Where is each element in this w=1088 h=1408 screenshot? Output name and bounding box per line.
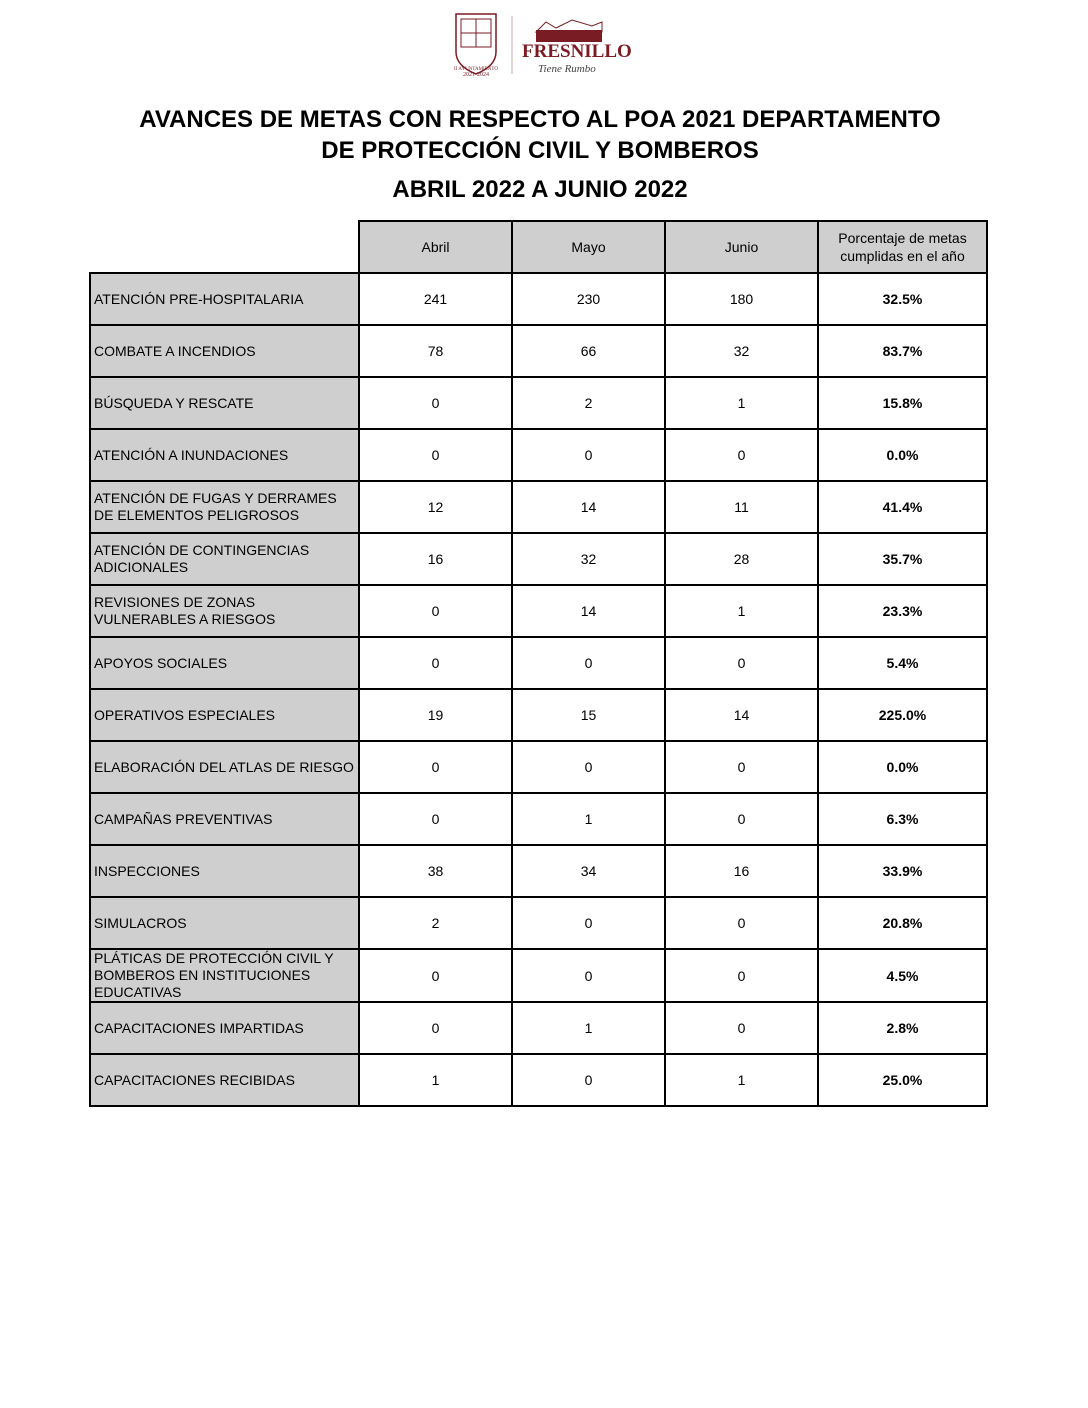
cell-junio: 1 (665, 585, 818, 637)
svg-text:II AYUNTAMIENTO: II AYUNTAMIENTO (454, 67, 498, 72)
header-abril: Abril (359, 221, 512, 273)
cell-junio: 0 (665, 793, 818, 845)
cell-mayo: 230 (512, 273, 665, 325)
row-label: CAPACITACIONES RECIBIDAS (90, 1054, 359, 1106)
table-row (90, 689, 987, 741)
title-line-1: AVANCES DE METAS CON RESPECTO AL POA 2021 DEPARTAMENTO (139, 106, 941, 133)
title-line-2: DE PROTECCIÓN CIVIL Y BOMBEROS (321, 137, 759, 164)
row-label: SIMULACROS (90, 897, 359, 949)
cell-percentage: 2.8% (818, 1002, 987, 1054)
row-label: ATENCIÓN PRE-HOSPITALARIA (90, 273, 359, 325)
cell-mayo: 66 (512, 325, 665, 377)
row-label: ELABORACIÓN DEL ATLAS DE RIESGO (90, 741, 359, 793)
cell-percentage: 20.8% (818, 897, 987, 949)
municipality-logo (452, 12, 637, 78)
cell-junio: 1 (665, 1054, 818, 1106)
cell-abril: 0 (359, 949, 512, 1002)
cell-percentage: 15.8% (818, 377, 987, 429)
cell-mayo: 1 (512, 1002, 665, 1054)
document-title (60, 104, 1020, 166)
cell-percentage: 225.0% (818, 689, 987, 741)
cell-mayo: 14 (512, 585, 665, 637)
header-mayo: Mayo (512, 221, 665, 273)
table-row (90, 949, 987, 1002)
cell-junio: 0 (665, 637, 818, 689)
cell-abril: 0 (359, 585, 512, 637)
cell-junio: 14 (665, 689, 818, 741)
goals-table (89, 220, 988, 1107)
cell-junio: 0 (665, 429, 818, 481)
table-row (90, 481, 987, 533)
table-row (90, 429, 987, 481)
row-label: ATENCIÓN A INUNDACIONES (90, 429, 359, 481)
table-row (90, 273, 987, 325)
row-label: INSPECCIONES (90, 845, 359, 897)
table-row (90, 793, 987, 845)
cell-junio: 0 (665, 741, 818, 793)
cell-junio: 0 (665, 1002, 818, 1054)
cell-abril: 241 (359, 273, 512, 325)
cell-abril: 2 (359, 897, 512, 949)
table-header-row (90, 221, 987, 273)
cell-percentage: 83.7% (818, 325, 987, 377)
cell-abril: 0 (359, 377, 512, 429)
cell-abril: 12 (359, 481, 512, 533)
cell-mayo: 0 (512, 637, 665, 689)
header-blank-cell (90, 221, 359, 273)
row-label: COMBATE A INCENDIOS (90, 325, 359, 377)
cell-junio: 0 (665, 897, 818, 949)
cell-mayo: 32 (512, 533, 665, 585)
cell-abril: 0 (359, 793, 512, 845)
svg-text:2021-2024: 2021-2024 (463, 72, 489, 78)
cell-mayo: 0 (512, 1054, 665, 1106)
cell-junio: 16 (665, 845, 818, 897)
row-label: PLÁTICAS DE PROTECCIÓN CIVIL Y BOMBEROS EN INSTITUCIONES EDUCATIVAS (90, 949, 359, 1002)
table-row (90, 741, 987, 793)
table-row (90, 585, 987, 637)
table-row (90, 325, 987, 377)
cell-percentage: 33.9% (818, 845, 987, 897)
table-row (90, 533, 987, 585)
cell-abril: 0 (359, 1002, 512, 1054)
cell-percentage: 5.4% (818, 637, 987, 689)
cell-abril: 0 (359, 741, 512, 793)
row-label: ATENCIÓN DE FUGAS Y DERRAMES DE ELEMENTOS PELIGROSOS (90, 481, 359, 533)
cell-junio: 180 (665, 273, 818, 325)
cell-percentage: 0.0% (818, 741, 987, 793)
cell-mayo: 0 (512, 429, 665, 481)
cell-percentage: 23.3% (818, 585, 987, 637)
cell-mayo: 15 (512, 689, 665, 741)
cell-percentage: 41.4% (818, 481, 987, 533)
cell-junio: 11 (665, 481, 818, 533)
row-label: OPERATIVOS ESPECIALES (90, 689, 359, 741)
row-label: BÚSQUEDA Y RESCATE (90, 377, 359, 429)
cell-junio: 28 (665, 533, 818, 585)
cell-percentage: 32.5% (818, 273, 987, 325)
cell-mayo: 0 (512, 897, 665, 949)
row-label: CAMPAÑAS PREVENTIVAS (90, 793, 359, 845)
cell-abril: 16 (359, 533, 512, 585)
svg-text:FRESNILLO: FRESNILLO (522, 41, 632, 62)
table-row (90, 637, 987, 689)
cell-junio: 0 (665, 949, 818, 1002)
document-subtitle: ABRIL 2022 A JUNIO 2022 (392, 176, 688, 203)
row-label: CAPACITACIONES IMPARTIDAS (90, 1002, 359, 1054)
table-row (90, 897, 987, 949)
cell-abril: 0 (359, 637, 512, 689)
table-row (90, 1054, 987, 1106)
cell-abril: 1 (359, 1054, 512, 1106)
cell-abril: 78 (359, 325, 512, 377)
row-label: APOYOS SOCIALES (90, 637, 359, 689)
cell-mayo: 2 (512, 377, 665, 429)
cell-abril: 0 (359, 429, 512, 481)
row-label: ATENCIÓN DE CONTINGENCIAS ADICIONALES (90, 533, 359, 585)
cell-mayo: 0 (512, 741, 665, 793)
cell-percentage: 35.7% (818, 533, 987, 585)
table-row (90, 845, 987, 897)
cell-mayo: 0 (512, 949, 665, 1002)
cell-percentage: 4.5% (818, 949, 987, 1002)
cell-percentage: 0.0% (818, 429, 987, 481)
cell-percentage: 6.3% (818, 793, 987, 845)
svg-text:Tiene Rumbo: Tiene Rumbo (538, 63, 596, 75)
cell-abril: 38 (359, 845, 512, 897)
cell-mayo: 34 (512, 845, 665, 897)
table-row (90, 377, 987, 429)
row-label: REVISIONES DE ZONAS VULNERABLES A RIESGOS (90, 585, 359, 637)
cell-junio: 1 (665, 377, 818, 429)
cell-mayo: 1 (512, 793, 665, 845)
header-junio: Junio (665, 221, 818, 273)
cell-junio: 32 (665, 325, 818, 377)
cell-mayo: 14 (512, 481, 665, 533)
header-percentage: Porcentaje de metas cumplidas en el año (818, 221, 987, 273)
cell-abril: 19 (359, 689, 512, 741)
table-row (90, 1002, 987, 1054)
cell-percentage: 25.0% (818, 1054, 987, 1106)
